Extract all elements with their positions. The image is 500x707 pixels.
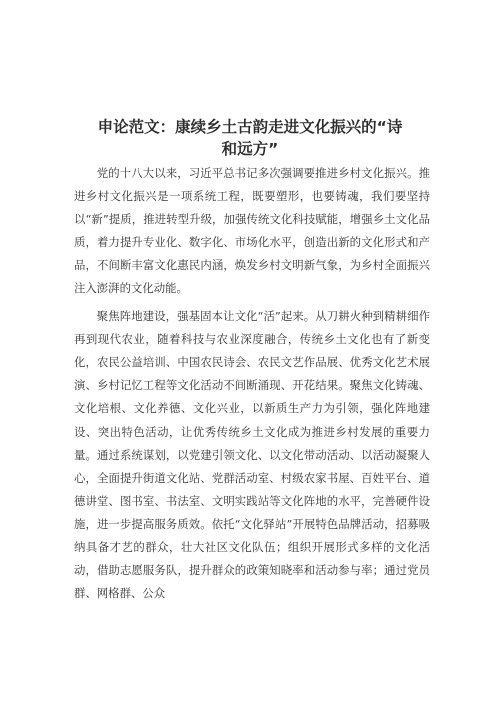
document-title: 申论范文：康续乡土古韵走进文化振兴的“诗和远方” — [97, 118, 403, 158]
paragraph-position-building: 聚焦阵地建设，强基固本让文化“活”起来。从刀耕火种到精耕细作再到现代农业，随着科技与农业深度融合，传统乡土文化也有了新变化，农民公益培训、中国农民诗会、农民文艺作品展、优秀文化艺术展演、乡村记忆工程等文化活动不间断涌现、开花结果。聚焦文化铸魂、文化培根、文化养德、文化兴业，以新质生产力为引领，强化阵地建设、突出特色活动，让优秀传统乡土文化成为推进乡村发展的重要力量。通过系统谋划，以党建引领文化、以文化带动活动、以活动凝聚人心，全面提升街道文化站、党群活动室、村级农家书屋、百姓平台、道德讲堂、图书室、书法室、文明实践站等文化阵地的水平，完善硬件设施，进一步提高服务质效。依托“文化驿站”开展特色品牌活动，招募吸纳具备才艺的群众，壮大社区文化队伍；组织开展形式多样的文化活动，借助志愿服务队，提升群众的政策知晓率和活动参与率；通过党员群、网格群、公众 — [74, 309, 430, 601]
paragraph-intro: 党的十八大以来，习近平总书记多次强调要推进乡村文化振兴。推进乡村文化振兴是一项系统工程，既要塑形，也要铸魂，我们要坚持以“新”提质，推进转型升级，加强传统文化科技赋能，增强乡土文化品质，着力提升专业化、数字化、市场化水平，创造出新的文化形式和产品，不间断丰富文化惠民内涵，焕发乡村文明新气象，为乡村全面振兴注入澎湃的文化动能。 — [74, 166, 430, 296]
document-body — [74, 162, 430, 610]
